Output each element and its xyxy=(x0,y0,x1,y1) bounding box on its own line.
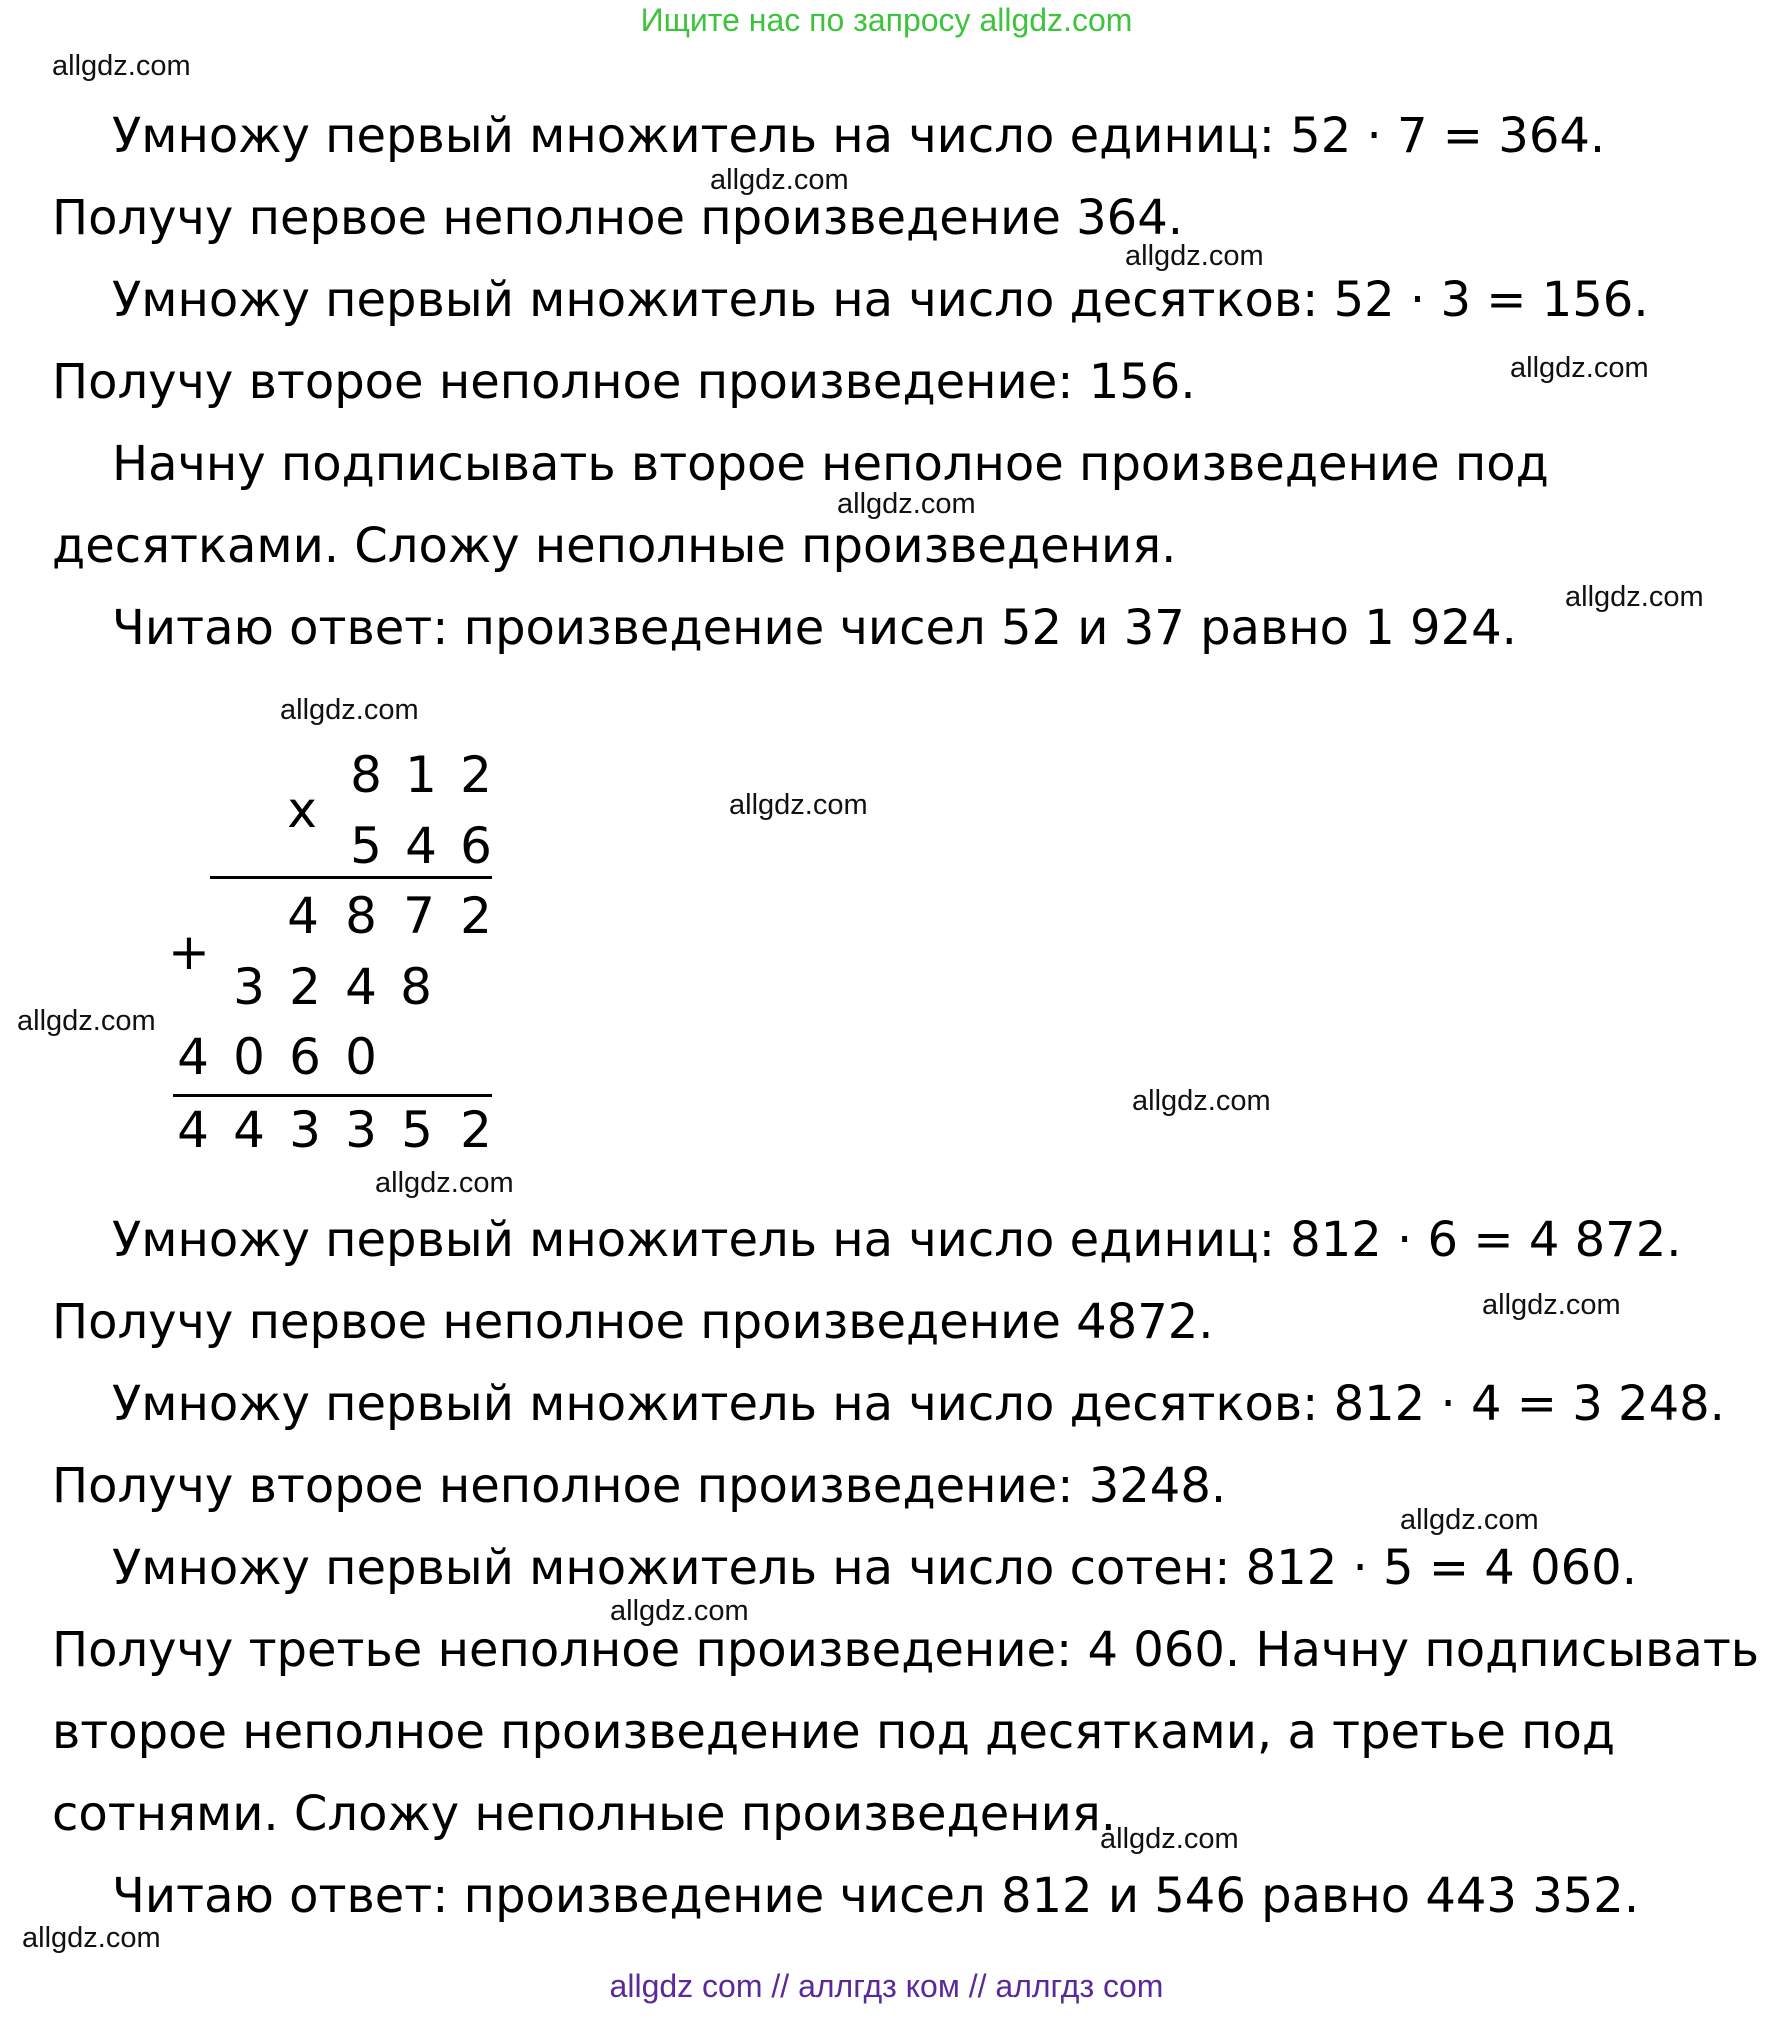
watermark: allgdz.com xyxy=(610,1595,749,1627)
digit: 4 xyxy=(233,1101,265,1159)
digit: 5 xyxy=(350,817,382,875)
text-line: Получу третье неполное произведение: 4 060. Начну подписывать xyxy=(52,1622,1760,1678)
digit: 0 xyxy=(345,1028,377,1086)
digit: 4 xyxy=(405,817,437,875)
digit: 3 xyxy=(345,1101,377,1159)
watermark: allgdz.com xyxy=(1482,1289,1621,1321)
text-line: Получу второе неполное произведение: 156. xyxy=(52,354,1196,410)
digit: 2 xyxy=(460,887,492,945)
watermark: allgdz.com xyxy=(1125,240,1264,272)
digit: 2 xyxy=(460,746,492,804)
digit: 4 xyxy=(177,1028,209,1086)
watermark: allgdz.com xyxy=(1565,581,1704,613)
digit: 4 xyxy=(345,958,377,1016)
watermark: allgdz.com xyxy=(375,1167,514,1199)
multiply-sign: x xyxy=(287,781,317,839)
text-line: Умножу первый множитель на число десятков: 52 · 3 = 156. xyxy=(112,272,1649,328)
watermark: allgdz.com xyxy=(280,694,419,726)
text-line: Умножу первый множитель на число единиц: 52 · 7 = 364. xyxy=(112,108,1606,164)
text-line: Умножу первый множитель на число сотен: 812 · 5 = 4 060. xyxy=(112,1540,1637,1596)
text-line: второе неполное произведение под десятками, а третье под xyxy=(52,1704,1616,1760)
watermark: allgdz.com xyxy=(837,488,976,520)
text-line: сотнями. Сложу неполные произведения. xyxy=(52,1786,1116,1842)
plus-sign: + xyxy=(168,923,210,981)
watermark: allgdz.com xyxy=(1400,1504,1539,1536)
watermark: allgdz.com xyxy=(52,50,191,82)
text-line: Получу второе неполное произведение: 3248. xyxy=(52,1458,1227,1514)
search-banner[interactable]: Ищите нас по запросу allgdz.com xyxy=(640,2,1133,38)
digit: 2 xyxy=(460,1101,492,1159)
text-line: десятками. Сложу неполные произведения. xyxy=(52,518,1177,574)
watermark: allgdz.com xyxy=(1132,1085,1271,1117)
watermark: allgdz.com xyxy=(729,789,868,821)
watermark: allgdz.com xyxy=(1510,352,1649,384)
text-line: Получу первое неполное произведение 364. xyxy=(52,190,1183,246)
digit: 6 xyxy=(289,1028,321,1086)
digit: 8 xyxy=(350,746,382,804)
digit: 8 xyxy=(345,887,377,945)
watermark: allgdz.com xyxy=(17,1005,156,1037)
divider-line xyxy=(210,876,492,879)
digit: 4 xyxy=(177,1101,209,1159)
text-line: Умножу первый множитель на число единиц: 812 · 6 = 4 872. xyxy=(112,1212,1682,1268)
digit: 5 xyxy=(401,1101,433,1159)
watermark: allgdz.com xyxy=(22,1922,161,1954)
text-line: Получу первое неполное произведение 4872. xyxy=(52,1294,1214,1350)
watermark: allgdz.com xyxy=(1100,1823,1239,1855)
text-line: Умножу первый множитель на число десятков: 812 · 4 = 3 248. xyxy=(112,1376,1725,1432)
digit: 7 xyxy=(403,887,435,945)
digit: 6 xyxy=(460,817,492,875)
digit: 0 xyxy=(233,1028,265,1086)
footer-links[interactable]: allgdz com // аллгдз ком // аллгдз com xyxy=(609,1968,1164,2004)
digit: 1 xyxy=(405,746,437,804)
digit: 3 xyxy=(289,1101,321,1159)
text-line: Читаю ответ: произведение чисел 52 и 37 равно 1 924. xyxy=(112,600,1517,656)
watermark: allgdz.com xyxy=(710,164,849,196)
digit: 4 xyxy=(287,887,319,945)
digit: 3 xyxy=(233,958,265,1016)
text-line: Начну подписывать второе неполное произведение под xyxy=(112,436,1549,492)
divider-line xyxy=(173,1094,492,1097)
digit: 2 xyxy=(289,958,321,1016)
text-line: Читаю ответ: произведение чисел 812 и 546 равно 443 352. xyxy=(112,1868,1640,1924)
digit: 8 xyxy=(400,958,432,1016)
